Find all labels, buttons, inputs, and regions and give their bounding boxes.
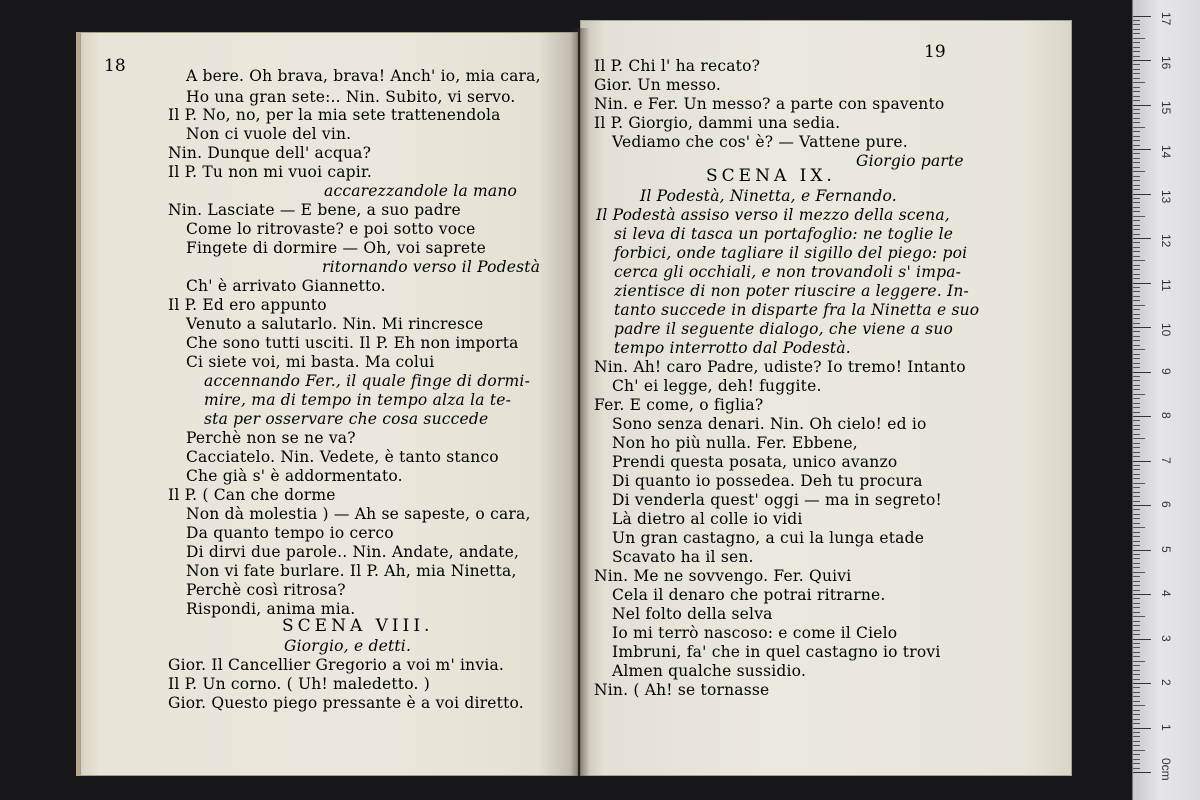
ruler-tick — [1133, 389, 1140, 390]
ruler-tick — [1133, 73, 1140, 74]
ruler-tick — [1133, 69, 1140, 70]
ruler-tick — [1133, 590, 1140, 591]
ruler-tick — [1133, 118, 1140, 119]
ruler-tick — [1133, 296, 1140, 297]
text-line: tempo interrotto dal Podestà. — [614, 339, 851, 357]
ruler-tick — [1133, 647, 1140, 648]
ruler-tick — [1133, 367, 1140, 368]
ruler-tick — [1133, 29, 1140, 30]
text-line: Ch' ei legge, deh! fuggite. — [612, 377, 822, 395]
ruler-tick — [1133, 291, 1140, 292]
text-line: Non ho più nulla. Fer. Ebbene, — [612, 434, 858, 452]
ruler-tick — [1133, 452, 1140, 453]
scene-heading: SCENA VIII. — [282, 616, 434, 636]
text-line: zientisce di non poter riuscire a leggere. In- — [614, 282, 969, 300]
ruler-tick — [1133, 113, 1140, 114]
text-line: Imbruni, fa' che in quel castagno io trovi — [612, 643, 941, 661]
text-line: forbici, onde tagliare il sigillo del piego: poi — [614, 244, 968, 262]
text-line: Almen qualche sussidio. — [612, 662, 807, 680]
ruler-tick — [1133, 723, 1140, 724]
ruler-tick — [1133, 670, 1140, 671]
ruler-tick — [1133, 705, 1145, 706]
ruler-tick — [1133, 594, 1151, 595]
text-line: Giorgio parte — [856, 152, 964, 170]
measuring-ruler — [1133, 0, 1200, 800]
ruler-tick — [1133, 247, 1140, 248]
ruler-label: 11 — [1159, 278, 1173, 291]
ruler-tick — [1133, 541, 1140, 542]
ruler-tick — [1133, 216, 1145, 217]
ruler-tick — [1133, 679, 1140, 680]
ruler-tick — [1133, 581, 1140, 582]
text-line: Là dietro al colle io vidi — [612, 510, 803, 528]
ruler-label: 13 — [1159, 189, 1173, 203]
text-line: Vediamo che cos' è? — Vattene pure. — [612, 133, 908, 151]
text-line: A bere. Oh brava, brava! Anch' io, mia cara, — [186, 67, 541, 85]
ruler-tick — [1133, 545, 1140, 546]
text-line: Cacciatelo. Nin. Vedete, è tanto stanco — [186, 448, 499, 466]
ruler-tick — [1133, 523, 1140, 524]
ruler-tick — [1133, 661, 1145, 662]
ruler-tick — [1133, 376, 1140, 377]
ruler-tick — [1133, 532, 1140, 533]
ruler-tick — [1133, 625, 1140, 626]
text-line: accennando Fer., il quale finge di dormi- — [204, 372, 531, 390]
text-line: Il P. Giorgio, dammi una sedia. — [594, 114, 841, 132]
ruler-tick — [1133, 652, 1140, 653]
ruler-tick — [1133, 238, 1151, 239]
text-line: Il P. Ed ero appunto — [168, 296, 327, 314]
ruler-tick — [1133, 153, 1140, 154]
ruler-tick — [1133, 189, 1140, 190]
ruler-tick — [1133, 314, 1140, 315]
ruler-tick — [1133, 33, 1140, 34]
ruler-tick — [1133, 576, 1140, 577]
ruler-tick — [1133, 229, 1140, 230]
ruler-tick — [1133, 140, 1140, 141]
ruler-tick — [1133, 202, 1140, 203]
text-line: sta per osservare che cosa succede — [204, 410, 489, 428]
ruler-tick — [1133, 385, 1140, 386]
ruler-tick — [1133, 585, 1140, 586]
ruler-label: 10 — [1159, 323, 1173, 337]
ruler-tick — [1133, 380, 1140, 381]
ruler-tick — [1133, 665, 1140, 666]
text-line: Ch' è arrivato Giannetto. — [186, 277, 386, 295]
ruler-tick — [1133, 567, 1140, 568]
ruler-tick — [1133, 447, 1140, 448]
text-line: mire, ma di tempo in tempo alza la te- — [204, 391, 512, 409]
ruler-tick — [1133, 745, 1140, 746]
text-line: Che già s' è addormentato. — [186, 467, 403, 485]
text-line: Il P. ( Can che dorme — [168, 486, 336, 504]
ruler-tick — [1133, 492, 1140, 493]
ruler-label: 17 — [1159, 11, 1173, 25]
ruler-tick — [1133, 456, 1140, 457]
ruler-label: 5 — [1159, 545, 1173, 553]
ruler-tick — [1133, 211, 1140, 212]
ruler-tick — [1133, 607, 1140, 608]
ruler-tick — [1133, 683, 1151, 684]
ruler-tick — [1133, 772, 1151, 773]
ruler-label: 6 — [1159, 501, 1173, 508]
ruler-tick — [1133, 403, 1140, 404]
ruler-tick — [1133, 260, 1145, 261]
ruler-tick — [1133, 674, 1140, 675]
ruler-tick — [1133, 336, 1140, 337]
text-line: Di quanto io possedea. Deh tu procura — [612, 472, 923, 490]
text-line: ritornando verso il Podestà — [322, 258, 541, 276]
ruler-tick — [1133, 438, 1145, 439]
ruler-tick — [1133, 754, 1140, 755]
ruler-tick — [1133, 207, 1140, 208]
ruler-tick — [1133, 496, 1140, 497]
ruler-tick — [1133, 687, 1140, 688]
ruler-tick — [1133, 38, 1145, 39]
ruler-label: 2 — [1159, 679, 1173, 686]
ruler-tick — [1133, 265, 1140, 266]
ruler-tick — [1133, 305, 1145, 306]
text-line: Il Podestà, Ninetta, e Fernando. — [640, 187, 897, 205]
ruler-tick — [1133, 185, 1140, 186]
ruler-tick — [1133, 122, 1140, 123]
ruler-tick — [1133, 287, 1140, 288]
ruler-tick — [1133, 256, 1140, 257]
ruler-tick — [1133, 354, 1140, 355]
text-line: Un gran castagno, a cui la lunga etade — [612, 529, 925, 547]
text-line: Fingete di dormire — Oh, voi saprete — [186, 239, 486, 257]
text-line: Nin. Lasciate — E bene, a suo padre — [168, 201, 461, 219]
ruler-tick — [1133, 434, 1140, 435]
text-line: Gior. Un messo. — [594, 76, 721, 94]
text-line: tanto succede in disparte fra la Ninetta e suo — [614, 301, 980, 319]
ruler-tick — [1133, 728, 1151, 729]
text-line: Il P. No, no, per la mia sete trattenendola — [168, 106, 501, 124]
ruler-tick — [1133, 105, 1151, 106]
ruler-tick — [1133, 16, 1151, 17]
text-line: Nin. Ah! caro Padre, udiste? Io tremo! Intanto — [594, 358, 966, 376]
ruler-tick — [1133, 750, 1145, 751]
ruler-tick — [1133, 768, 1140, 769]
ruler-label: 0cm — [1159, 758, 1173, 781]
text-line: Il P. Tu non mi vuoi capir. — [168, 163, 372, 181]
ruler-tick — [1133, 318, 1140, 319]
text-line: Giorgio, e detti. — [284, 637, 412, 655]
text-line: Non dà molestia ) — Ah se sapeste, o cara, — [186, 505, 531, 523]
ruler-tick — [1133, 136, 1140, 137]
ruler-tick — [1133, 714, 1140, 715]
ruler-tick — [1133, 323, 1140, 324]
ruler-tick — [1133, 358, 1140, 359]
ruler-tick — [1133, 416, 1151, 417]
text-line: Nin. e Fer. Un messo? a parte con spavento — [594, 95, 945, 113]
ruler-tick — [1133, 612, 1140, 613]
ruler-tick — [1133, 180, 1140, 181]
ruler-tick — [1133, 398, 1140, 399]
ruler-tick — [1133, 78, 1140, 79]
ruler-tick — [1133, 56, 1140, 57]
book-gutter — [570, 28, 590, 776]
ruler-tick — [1133, 158, 1140, 159]
text-line: Di venderla quest' oggi — ma in segreto! — [612, 491, 942, 509]
ruler-tick — [1133, 87, 1140, 88]
ruler-tick — [1133, 131, 1140, 132]
ruler-tick — [1133, 443, 1140, 444]
text-line: Che sono tutti usciti. Il P. Eh non importa — [186, 334, 519, 352]
ruler-tick — [1133, 278, 1140, 279]
text-line: Cela il denaro che potrai ritrarne. — [612, 586, 886, 604]
ruler-tick — [1133, 327, 1151, 328]
ruler-tick — [1133, 429, 1140, 430]
ruler-tick — [1133, 309, 1140, 310]
text-line: Perchè non se ne va? — [186, 429, 356, 447]
ruler-tick — [1133, 501, 1140, 502]
text-line: Il P. Un corno. ( Uh! maledetto. ) — [168, 675, 430, 693]
ruler-tick — [1133, 149, 1151, 150]
ruler-tick — [1133, 509, 1140, 510]
ruler-tick — [1133, 176, 1140, 177]
ruler-tick — [1133, 274, 1140, 275]
ruler-tick — [1133, 478, 1140, 479]
ruler-tick — [1133, 701, 1140, 702]
ruler-tick — [1133, 536, 1140, 537]
text-line: Rispondi, anima mia. — [186, 600, 356, 618]
ruler-tick — [1133, 621, 1140, 622]
ruler-tick — [1133, 127, 1145, 128]
ruler-label: 4 — [1159, 590, 1173, 597]
text-line: si leva di tasca un portafoglio: ne toglie le — [614, 225, 954, 243]
ruler-label: 1 — [1159, 723, 1173, 731]
ruler-tick — [1133, 634, 1140, 635]
ruler-tick — [1133, 550, 1151, 551]
ruler-tick — [1133, 741, 1140, 742]
ruler-tick — [1133, 474, 1140, 475]
ruler-tick — [1133, 554, 1140, 555]
ruler-tick — [1133, 171, 1145, 172]
ruler-tick — [1133, 732, 1140, 733]
ruler-tick — [1133, 394, 1145, 395]
ruler-tick — [1133, 82, 1145, 83]
ruler-tick — [1133, 162, 1140, 163]
ruler-tick — [1133, 300, 1140, 301]
ruler-tick — [1133, 145, 1140, 146]
ruler-tick — [1133, 639, 1151, 640]
text-line: Sono senza denari. Nin. Oh cielo! ed io — [612, 415, 927, 433]
ruler-tick — [1133, 47, 1140, 48]
ruler-tick — [1133, 527, 1145, 528]
ruler-tick — [1133, 412, 1140, 413]
ruler-tick — [1133, 603, 1140, 604]
text-line: Come lo ritrovaste? e poi sotto voce — [186, 220, 476, 238]
ruler-tick — [1133, 64, 1140, 65]
ruler-tick — [1133, 563, 1140, 564]
ruler-tick — [1133, 465, 1140, 466]
ruler-tick — [1133, 167, 1140, 168]
ruler-label: 7 — [1159, 456, 1173, 464]
text-line: Gior. Questo piego pressante è a voi diretto. — [168, 694, 524, 712]
ruler-tick — [1133, 572, 1145, 573]
ruler-tick — [1133, 483, 1145, 484]
text-line: Nel folto della selva — [612, 605, 773, 623]
ruler-tick — [1133, 96, 1140, 97]
text-line: Scavato ha il sen. — [612, 548, 754, 566]
text-line: Ho una gran sete:.. Nin. Subito, vi servo. — [186, 88, 516, 106]
ruler-tick — [1133, 598, 1140, 599]
ruler-tick — [1133, 518, 1140, 519]
ruler-tick — [1133, 225, 1140, 226]
ruler-tick — [1133, 109, 1140, 110]
ruler-tick — [1133, 345, 1140, 346]
ruler-tick — [1133, 51, 1140, 52]
scene-heading: SCENA IX. — [706, 166, 836, 186]
ruler-tick — [1133, 719, 1140, 720]
ruler-tick — [1133, 269, 1140, 270]
text-line: Io mi terrò nascoso: e come il Cielo — [612, 624, 898, 642]
ruler-tick — [1133, 696, 1140, 697]
ruler-tick — [1133, 20, 1140, 21]
ruler-tick — [1133, 469, 1140, 470]
ruler-tick — [1133, 425, 1140, 426]
text-line: Nin. Me ne sovvengo. Fer. Quivi — [594, 567, 852, 585]
ruler-tick — [1133, 60, 1151, 61]
ruler-tick — [1133, 100, 1140, 101]
ruler-tick — [1133, 643, 1140, 644]
text-line: accarezzandole la mano — [324, 182, 518, 200]
text-line: Non ci vuole del vin. — [186, 125, 352, 143]
ruler-tick — [1133, 234, 1140, 235]
text-line: Perchè così ritrosa? — [186, 581, 346, 599]
text-line: Nin. Dunque dell' acqua? — [168, 144, 372, 162]
ruler-tick — [1133, 630, 1140, 631]
text-line: Ci siete voi, mi basta. Ma colui — [186, 353, 435, 371]
ruler-tick — [1133, 558, 1140, 559]
ruler-tick — [1133, 340, 1140, 341]
text-line: Fer. E come, o figlia? — [594, 396, 764, 414]
ruler-tick — [1133, 759, 1140, 760]
ruler-tick — [1133, 251, 1140, 252]
ruler-label: 14 — [1159, 145, 1173, 159]
ruler-label: 9 — [1159, 367, 1173, 375]
ruler-tick — [1133, 616, 1145, 617]
ruler-tick — [1133, 656, 1140, 657]
ruler-tick — [1133, 763, 1140, 764]
ruler-tick — [1133, 710, 1140, 711]
text-line: padre il seguente dialogo, che viene a suo — [614, 320, 954, 338]
ruler-tick — [1133, 194, 1151, 195]
ruler-tick — [1133, 220, 1140, 221]
text-line: cerca gli occhiali, e non trovandoli s' impa- — [614, 263, 962, 281]
text-line: Da quanto tempo io cerco — [186, 524, 394, 542]
ruler-tick — [1133, 42, 1140, 43]
ruler-label: 15 — [1159, 100, 1173, 114]
ruler-tick — [1133, 692, 1140, 693]
text-line: Di dirvi due parole.. Nin. Andate, andate, — [186, 543, 520, 561]
ruler-label: 12 — [1159, 234, 1173, 248]
text-line: Gior. Il Cancellier Gregorio a voi m' invia. — [168, 656, 505, 674]
text-line: Nin. ( Ah! se tornasse — [594, 681, 770, 699]
ruler-tick — [1133, 514, 1140, 515]
ruler-tick — [1133, 487, 1140, 488]
ruler-tick — [1133, 91, 1140, 92]
ruler-tick — [1133, 283, 1151, 284]
ruler-tick — [1133, 198, 1140, 199]
ruler-tick — [1133, 461, 1151, 462]
text-line: Prendi questa posata, unico avanzo — [612, 453, 898, 471]
ruler-tick — [1133, 420, 1140, 421]
right-page-number: 19 — [924, 42, 946, 62]
ruler-tick — [1133, 363, 1140, 364]
text-line: Venuto a salutarlo. Nin. Mi rincresce — [186, 315, 484, 333]
left-page-number: 18 — [104, 56, 126, 76]
text-line: Il P. Chi l' ha recato? — [594, 57, 761, 75]
ruler-tick — [1133, 24, 1140, 25]
ruler-label: 8 — [1159, 412, 1173, 419]
text-line: Il Podestà assiso verso il mezzo della scena, — [596, 206, 950, 224]
ruler-tick — [1133, 242, 1140, 243]
text-line: Non vi fate burlare. Il P. Ah, mia Ninetta, — [186, 562, 517, 580]
ruler-tick — [1133, 349, 1145, 350]
ruler-tick — [1133, 372, 1151, 373]
ruler-tick — [1133, 331, 1140, 332]
ruler-label: 3 — [1159, 634, 1173, 642]
ruler-tick — [1133, 736, 1140, 737]
ruler-tick — [1133, 407, 1140, 408]
ruler-tick — [1133, 505, 1151, 506]
ruler-label: 16 — [1159, 56, 1173, 70]
